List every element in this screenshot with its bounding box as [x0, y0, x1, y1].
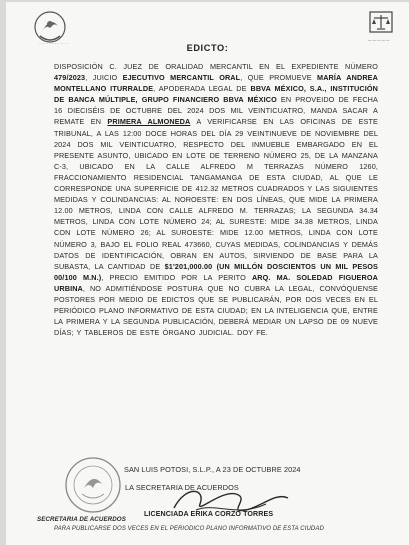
- body-segment: MARÍA ANDREA MONTELLANO ITURRALDE: [54, 73, 378, 94]
- body-segment: EN PROVEIDO DE FECHA 16 DIECISÉIS DE OCTUBRE DEL 2024 DOS MIL VEINTICUATRO, MANDA SACAR A REMATE EN: [54, 95, 378, 127]
- body-segment: , JUICIO: [85, 73, 123, 83]
- body-segment: BBVA MÉXICO, S.A., INSTITUCIÓN DE BANCA MÚLTIPLE, GRUPO FINANCIERO BBVA MÉXICO: [54, 84, 378, 105]
- body-segment: , NO ADMITIÉNDOSE POSTURA QUE NO CUBRA LA LEGAL, CONVÓQUENSE POSTORES POR MEDIO DE EDICTOS QUE SE PUBLICARÁN, POR DOS VECES EN EL PERIÓDICO PLANO INFORMATIVO DE ESTA CIUDAD; EN LA INTELIGENCIA QUE, ENTRE LA PRIMERA Y LA SEGUNDA PUBLICACIÓN, DEBERÁ MEDIAR UN LAPSO DE 09 NUEVE DÍAS; Y TABLEROS DE ESTE ÓRGANO JUDICIAL. DOY FE.: [54, 283, 378, 338]
- edict-page: [6, 2, 409, 545]
- body-segment: 479/2023: [54, 73, 86, 83]
- body-segment: A VERIFICARSE EN LAS OFICINAS DE ESTE TRIBUNAL, A LAS 12:00 DOCE HORAS DEL DÍA 29 VEINTINUEVE DE NOVIEMBRE DEL 2024 DOS MIL VEINTICUATRO, RESPECTO DEL INMUEBLE EMBARGADO EN EL PRESENTE ASUNTO, UBICADO EN LOTE DE TERRENO NÚMERO 25, DE LA MANZANA C-3, UBICADO EN LA CALLE ALFREDO M TERRAZAS NÚMERO 1260, FRACCIONAMIENTO RESIDENCIAL TANGAMANGA DE ESTA CIUDAD, AL QUE LE CORRESPONDE UNA SUPERFICIE DE 412.32 METROS CUADRADOS Y LAS SIGUIENTES MEDIDAS Y COLINDANCIAS: AL NOROESTE: EN DOS LÍNEAS, QUE MIDE LA PRIMERA 12.00 METROS, LINDA CON CALLE ALFREDO M. TERRAZAS; LA SEGUNDA 34.34 METROS, LINDA CON LOTE NÚMERO 24; AL SURESTE: MIDE 34.38 METROS, LINDA CON LOTE NÚMERO 26; AL SUROESTE: MIDE 12.00 METROS, LINDA CON LOTE NÚMERO 3, BAJO EL FOLIO REAL 473660, CUYAS MEDIDAS, COLINDANCIAS Y DEMÁS DATOS DE IDENTIFICACIÓN, OBRAN EN AUTOS, SIRVIENDO DE BASE PARA LA SUBASTA, LA CANTIDAD DE: [54, 117, 378, 271]
- poder-judicial-scales-icon: [367, 10, 395, 36]
- body-segment: , APODERADA LEGAL DE: [153, 84, 251, 94]
- pj-caption: — — — — —: [368, 38, 390, 42]
- place-and-date: SAN LUIS POTOSI, S.L.P., A 23 DE OCTUBRE 2024: [124, 465, 301, 474]
- body-segment: EJECUTIVO MERCANTIL ORAL: [122, 73, 241, 83]
- body-segment: PRIMERA ALMONEDA: [107, 117, 191, 127]
- body-segment: , QUE PROMUEVE: [240, 73, 318, 83]
- body-segment: $1'201,000.00 (UN MILLÓN DOSCIENTOS UN MIL PESOS 00/100 M.N.): [54, 261, 379, 282]
- publication-note: PARA PUBLICARSE DOS VECES EN EL PERIODICO PLANO INFORMATIVO DE ESTA CIUDAD: [54, 526, 324, 532]
- edict-body: [54, 61, 378, 338]
- signer-name: LICENCIADA ERIKA CORZO TORRES: [144, 510, 274, 518]
- secretaria-small-label: SECRETARIA DE ACUERDOS: [37, 516, 126, 523]
- body-segment: ARQ. MA. SOLEDAD FIGUEROA URBINA: [54, 272, 378, 293]
- body-segment: , PRECIO EMITIDO POR LA PERITO: [101, 272, 252, 282]
- court-seal-stamp-icon: [62, 454, 124, 516]
- secretaria-title: LA SECRETARIA DE ACUERDOS: [125, 483, 239, 492]
- body-segment: DISPOSICIÓN C. JUEZ DE ORALIDAD MERCANTIL EN EL EXPEDIENTE NÚMERO: [54, 62, 378, 71]
- crest-caption: · · · · · · · · · · · ·: [39, 42, 69, 46]
- edict-title: EDICTO:: [186, 43, 229, 53]
